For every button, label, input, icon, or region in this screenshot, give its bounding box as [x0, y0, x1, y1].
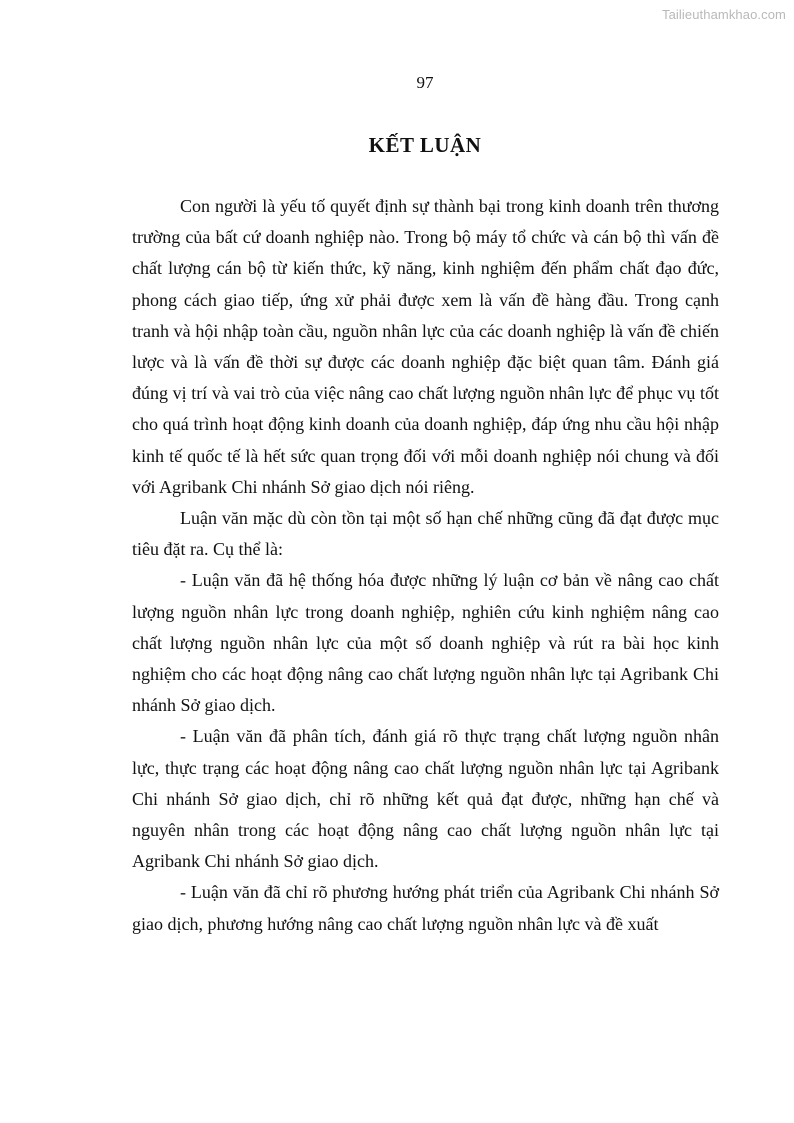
body-text [132, 191, 719, 940]
paragraph: - Luận văn đã chỉ rõ phương hướng phát triển của Agribank Chi nhánh Sở giao dịch, phương hướng nâng cao chất lượng nguồn nhân lực và đề xuất [132, 882, 719, 934]
watermark: Tailieuthamkhao.com [661, 7, 786, 22]
paragraph: - Luận văn đã phân tích, đánh giá rõ thực trạng chất lượng nguồn nhân lực, thực trạng các hoạt động nâng cao chất lượng nguồn nhân lực tại Agribank Chi nhánh Sở giao dịch, chỉ rõ những kết quả đạt được, những hạn chế và nguyên nhân trong các hoạt động nâng cao chất lượng nguồn nhân lực tại Agribank Chi nhánh Sở giao dịch. [132, 726, 719, 872]
page-title: KẾT LUẬN [368, 133, 482, 157]
paragraph: - Luận văn đã hệ thống hóa được những lý luận cơ bản về nâng cao chất lượng nguồn nhân lực trong doanh nghiệp, nghiên cứu kinh nghiệm nâng cao chất lượng nguồn nhân lực của một số doanh nghiệp và rút ra bài học kinh nghiệm cho các hoạt động nâng cao chất lượng nguồn nhân lực tại Agribank Chi nhánh Sở giao dịch. [132, 570, 719, 716]
paragraph: Con người là yếu tố quyết định sự thành bại trong kinh doanh trên thương trường của bất cứ doanh nghiệp nào. Trong bộ máy tổ chức và cán bộ thì vấn đề chất lượng cán bộ từ kiến thức, kỹ năng, kinh nghiệm đến phẩm chất đạo đức, phong cách giao tiếp, ứng xử phải được xem là vấn đề hàng đầu. Trong cạnh tranh và hội nhập toàn cầu, nguồn nhân lực của các doanh nghiệp là vấn đề chiến lược và là vấn đề thời sự được các doanh nghiệp đặc biệt quan tâm. Đánh giá đúng vị trí và vai trò của việc nâng cao chất lượng nguồn nhân lực để phục vụ tốt cho quá trình hoạt động kinh doanh của doanh nghiệp, đáp ứng nhu cầu hội nhập kinh tế quốc tế là hết sức quan trọng đối với mỗi doanh nghiệp nói chung và đối với Agribank Chi nhánh Sở giao dịch nói riêng. [132, 196, 719, 497]
paragraph: Luận văn mặc dù còn tồn tại một số hạn chế những cũng đã đạt được mục tiêu đặt ra. Cụ thể là: [132, 508, 719, 560]
page-number: 97 [416, 73, 434, 92]
